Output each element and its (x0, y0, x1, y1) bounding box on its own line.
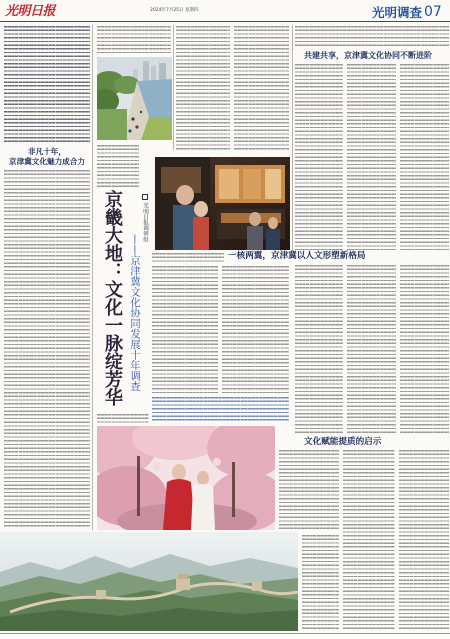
body-text-column (302, 535, 339, 630)
body-text-column (97, 26, 171, 53)
body-text-column (400, 64, 449, 250)
column-divider (92, 25, 93, 530)
body-text-column (176, 26, 230, 150)
column-divider (292, 25, 293, 250)
section-title: 光明调查 (372, 5, 423, 20)
section-heading-left (4, 147, 90, 167)
photo-blossom-visitors (97, 426, 275, 530)
section-heading-left-line2: 京津冀文化魅力成合力 (9, 157, 85, 166)
section-heading-1: 共建共享，京津冀文化协同不断进阶 (304, 51, 432, 60)
article-subtitle: ——京津冀文化协同发展十年调查 (129, 234, 141, 392)
body-text-column (97, 414, 149, 423)
body-text-column (152, 266, 218, 394)
body-text-column (295, 26, 449, 48)
photo-lakeside-park (97, 57, 172, 140)
byline-text: 光明日报调研组 (142, 202, 148, 242)
section-heading-2: 一核两翼，京津冀以人文形塑新格局 (228, 251, 366, 261)
column-divider (173, 25, 174, 150)
masthead-rule (0, 21, 450, 22)
body-text-column (399, 450, 449, 630)
section-heading-3: 文化赋能提质的启示 (304, 437, 382, 447)
page-number: 07 (424, 4, 442, 20)
body-text-column (343, 450, 395, 630)
body-text-column (234, 26, 289, 150)
body-text-column (152, 253, 224, 263)
body-text-column (279, 450, 339, 530)
body-text-column (295, 265, 343, 435)
page-footer-rule (0, 633, 450, 634)
newspaper-logo: 光明日报 (5, 4, 56, 19)
photo-museum-exhibition (155, 157, 290, 250)
body-text-column (347, 64, 396, 250)
article-byline (141, 194, 148, 242)
intro-text-block (4, 26, 90, 142)
section-heading-left-line1: 非凡十年， (28, 147, 66, 156)
body-text-column (347, 265, 396, 435)
issue-date: 2024年7月25日 星期四 (150, 8, 199, 13)
body-text-column (222, 266, 289, 394)
byline-box-icon (142, 194, 148, 200)
body-text-column (400, 265, 449, 435)
body-text-column (97, 145, 139, 187)
body-text-column (295, 64, 343, 250)
photo-caption-block (152, 397, 289, 422)
body-text-column (4, 170, 90, 528)
article-title: 京畿大地：文化一脉绽芳华 (102, 190, 123, 406)
photo-great-wall-panorama (0, 532, 298, 631)
